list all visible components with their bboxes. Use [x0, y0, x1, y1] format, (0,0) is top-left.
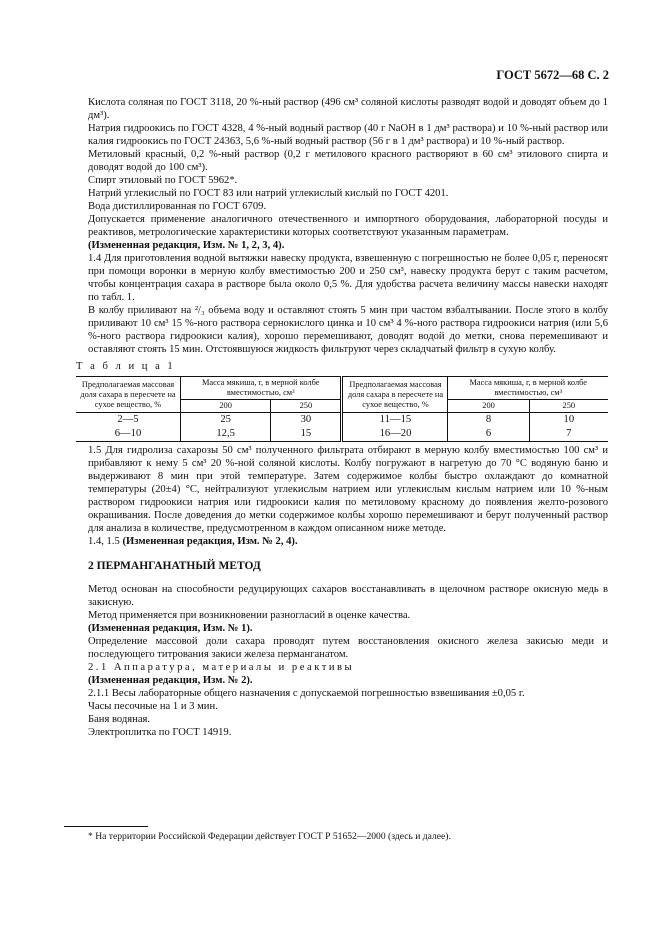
- table-cell: 30: [271, 413, 342, 428]
- paragraph: Метод основан на способности редуцирующих сахаров восстанавливать в щелочном растворе окисную медь в закисную.: [88, 584, 608, 608]
- amendment-note: (Измененная редакция, Изм. № 1, 2, 3, 4).: [88, 240, 285, 251]
- table-cell: 8: [448, 413, 529, 428]
- footnote: * На территории Российской Федерации действует ГОСТ Р 51652—2000 (здесь и далее).: [88, 831, 451, 842]
- table-cell: 12,5: [181, 427, 271, 442]
- subsection-heading: 2.1 Аппаратура, материалы и реактивы: [88, 662, 355, 673]
- paragraph: 2.1.1 Весы лабораторные общего назначения с допускаемой погрешностью взвешивания ±0,05 г.: [88, 688, 525, 699]
- document-body: [76, 96, 608, 739]
- table-row: [76, 413, 608, 428]
- paragraph: Метод применяется при возникновении разногласий в оценке качества.: [88, 610, 411, 621]
- amendment-note: (Измененная редакция, Изм. № 2).: [88, 675, 253, 686]
- paragraph: В колбу приливают на ²/₃ объема воду и оставляют стоять 5 мин при частом взбалтывании. После этого в колбу приливают 10 см³ 15 %-ного раствора сернокислого цинка и 10 см³ 4 %-ного раствора гидроокиси натрия (или 5,6 %-ного раствора гидроокиси калия), хорошо перемешивают, доводят водой до метки, снова перемешивают и оставляют стоять 15 мин. Отстоявшуюся жидкость фильтруют через складчатый фильтр в сухую колбу.: [88, 305, 608, 355]
- table-header-200: 200: [448, 400, 529, 413]
- table-header-250: 250: [529, 400, 608, 413]
- table-header-fraction: Предполагаемая массовая доля сахара в пересчете на сухое вещество, %: [76, 377, 181, 413]
- paragraph: Вода дистиллированная по ГОСТ 6709.: [88, 201, 267, 212]
- table-cell: 16—20: [342, 427, 448, 442]
- paragraph: Допускается применение аналогичного отечественного и импортного оборудования, лабораторной посуды и реактивов, метрологические характеристики которых соответствуют указанным параметрам.: [88, 214, 608, 238]
- table-cell: 6: [448, 427, 529, 442]
- table-cell: 25: [181, 413, 271, 428]
- table-cell: 6—10: [76, 427, 181, 442]
- table-header-mass: Масса мякиша, г, в мерной колбе вместимостью, см³: [181, 377, 342, 400]
- table-cell: 2—5: [76, 413, 181, 428]
- footnote-divider: [64, 826, 148, 827]
- table-caption: Т а б л и ц а 1: [76, 361, 176, 372]
- section-heading: 2 ПЕРМАНГАНАТНЫЙ МЕТОД: [88, 560, 261, 572]
- amendment-note: (Измененная редакция, Изм. № 2, 4).: [122, 536, 298, 547]
- amendment-note: (Измененная редакция, Изм. № 1).: [88, 623, 253, 634]
- clause-ref: 1.4, 1.5: [88, 536, 123, 547]
- table-row: [76, 427, 608, 442]
- table-cell: 7: [529, 427, 608, 442]
- page-header: ГОСТ 5672—68 С. 2: [496, 68, 609, 82]
- table-header-250: 250: [271, 400, 342, 413]
- paragraph: Баня водяная.: [88, 714, 151, 725]
- paragraph: Электроплитка по ГОСТ 14919.: [88, 727, 232, 738]
- table-header-200: 200: [181, 400, 271, 413]
- paragraph: [88, 535, 608, 548]
- table-header-mass: Масса мякиша, г, в мерной колбе вместимостью, см³: [448, 377, 608, 400]
- paragraph: Метиловый красный, 0,2 %-ный раствор (0,2 г метилового красного растворяют в 60 см³ этилового спирта и доводят водой до 100 см³).: [88, 149, 608, 173]
- paragraph: 1.5 Для гидролиза сахарозы 50 см³ полученного фильтрата отбирают в мерную колбу вместимостью 100 см³ и прибавляют к нему 5 см³ 20 %-ной соляной кислоты. Колбу погружают в нагретую до 70 °С водяную баню и выдерживают 8 мин при этой температуре. Затем содержимое колбы быстро охлаждают до комнатной температуры (20±4) °С, нейтрализуют углекислым натрием или углекислым кислым натрием или 10 %-ным раствором гидроокиси натрия или гидроокиси калия по метиловому красному до появления желто-розового окрашивания. После доведения до метки содержимое колбы хорошо перемешивают и берут полученный раствор для анализа в количестве, предусмотренном в каждом описанном ниже методе.: [88, 445, 608, 534]
- table-cell: 10: [563, 414, 575, 425]
- paragraph: Спирт этиловый по ГОСТ 5962*.: [88, 175, 238, 186]
- table-header-fraction: Предполагаемая массовая доля сахара в пересчете на сухое вещество, %: [342, 377, 448, 413]
- paragraph: Определение массовой доли сахара проводят путем восстановления окисного железа закисью меди и последующего титрования закиси железа перманганатом.: [88, 636, 608, 660]
- table-cell: 15: [271, 427, 342, 442]
- table-1: [76, 376, 608, 442]
- paragraph: Натрия гидроокись по ГОСТ 4328, 4 %-ный водный раствор (40 г NaOH в 1 дм³ раствора) и 10 %-ный раствор или калия гидроокись по ГОСТ 24363, 5,6 %-ный водный раствор (56 г в 1 дм³ раствора) и 10 %-ный раствор.: [88, 123, 608, 147]
- paragraph: 1.4 Для приготовления водной вытяжки навеску продукта, взвешенную с погрешностью не более 0,05 г, переносят при помощи воронки в мерную колбу вместимостью 200 и 250 см³, навеску продукта берут с таким расчетом, чтобы концентрация сахара в растворе была около 0,5 %. Для удобства расчета величину массы навески находят по табл. 1.: [88, 253, 608, 303]
- paragraph: Кислота соляная по ГОСТ 3118, 20 %-ный раствор (496 см³ соляной кислоты разводят водой и доводят объем до 1 дм³).: [88, 97, 608, 121]
- table-cell: 11—15: [342, 413, 448, 428]
- paragraph: Натрий углекислый по ГОСТ 83 или натрий углекислый кислый по ГОСТ 4201.: [88, 188, 449, 199]
- paragraph: Часы песочные на 1 и 3 мин.: [88, 701, 218, 712]
